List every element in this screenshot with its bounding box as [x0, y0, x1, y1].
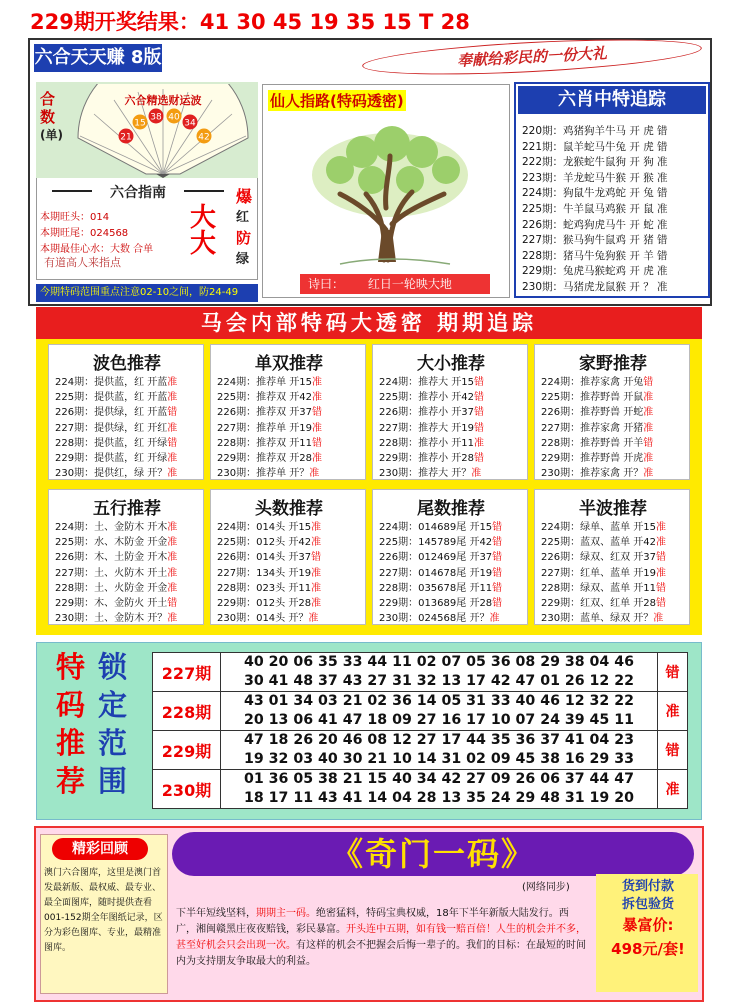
lock-row: [153, 770, 688, 809]
lock-row: [153, 731, 688, 770]
panel-row: 228期：035678尾 开11错: [379, 582, 503, 594]
zodiac-row: 230期：马猪虎龙鼠猴 开 ？ 准: [522, 280, 668, 293]
info-best: 本期最佳心水：大数 合单: [40, 244, 154, 255]
panel-row: 225期：蓝双、蓝单 开42准: [541, 537, 666, 549]
panel-row: 229期：提供蓝，红 开绿准: [55, 453, 178, 465]
zodiac-row: 224期：狗鼠牛龙鸡蛇 开 兔 错: [522, 187, 668, 200]
panel-row: 230期：蓝单、绿双 开？准: [541, 613, 664, 625]
panel-row: 229期：推荐双 开28准: [217, 453, 322, 465]
panel-row: 228期：推荐小 开11准: [379, 437, 484, 449]
panel-row: 228期：推荐野兽 开羊错: [541, 437, 654, 449]
brand-label: 六合天天赚 8版: [34, 44, 162, 72]
panel-row: 227期：014678尾 开19错: [379, 567, 503, 579]
fan-ball-number: 42: [198, 132, 210, 143]
panel-row: 228期：绿双、蓝单 开11错: [541, 582, 666, 594]
review-title: 精彩回顾: [52, 838, 148, 860]
panel-title: 半波推荐: [579, 499, 647, 519]
info-head: 本期旺头：014: [40, 212, 110, 223]
panel-row: 224期：推荐家禽 开兔错: [541, 377, 654, 388]
panel: [372, 489, 528, 625]
bao-char: 爆: [236, 187, 253, 206]
panel-row: 225期：推荐小 开42错: [379, 392, 484, 404]
fan-ball-number: 21: [120, 132, 132, 143]
bao-column: [236, 186, 252, 270]
lock-result: 错: [658, 653, 688, 692]
zodiac-row: 227期：猴马狗牛鼠鸡 开 猪 错: [522, 234, 668, 247]
lock-row: [153, 692, 688, 731]
panel: [48, 489, 204, 625]
panel-row: 227期：土、火防木 开土准: [55, 567, 178, 579]
panel-row: 224期：推荐大 开15错: [379, 377, 484, 388]
zodiac-row: 220期：鸡猪狗羊牛马 开 虎 错: [522, 125, 668, 137]
panel-row: 230期：推荐大 开？准: [379, 468, 482, 480]
panel: [48, 344, 204, 480]
lock-result: 错: [658, 731, 688, 770]
fan-ball-number: 38: [150, 112, 162, 123]
zodiac-row: 222期：龙猴蛇牛鼠狗 开 狗 准: [522, 156, 668, 169]
lock-row: [153, 653, 688, 692]
panel-row: 229期：012头 开28准: [217, 598, 322, 610]
panel-row: 227期：推荐家禽 开猪准: [541, 422, 654, 434]
panel-row: 230期：提供红，绿 开？准: [55, 468, 178, 480]
scope-bar: 今期特码范围重点注意02-10之间，防24-49: [36, 284, 258, 302]
inspect-line: 拆包验货: [621, 897, 674, 912]
lock-period: 230期: [153, 770, 221, 809]
panel-title: 单双推荐: [255, 354, 323, 374]
panel-row: 230期：014头 开？准: [217, 613, 319, 625]
guide-title: [48, 182, 228, 202]
panel-row: 226期：绿双、红双 开37错: [541, 552, 666, 564]
panel-row: 225期：提供蓝，红 开蓝准: [55, 392, 178, 404]
qimen-title: 《奇门一码》: [172, 832, 694, 876]
panel-row: 226期：推荐小 开37错: [379, 407, 484, 419]
panel-row: 229期：推荐小 开28错: [379, 453, 484, 465]
slogan: 奉献给彩民的一份大礼: [361, 33, 702, 81]
tip-text: 有道高人来指点: [44, 256, 121, 269]
zodiac-row: 226期：蛇鸡狗虎马牛 开 蛇 准: [522, 218, 668, 231]
qimen-description: 下半年短线坚料，期期主一码。绝密猛料，特码宝典权威，18年下半年新版大陆发行。西广，湘闽赣黑庄夜夜赔钱，彩民暴富。开头连中五期，如有钱一赔百倍！人生的机会并不多，甚至好机会只会出现一次。有这样的机会不把握会后悔一辈子的。我们的目标：在最短的时间内为支持朋友争取最大的利益。: [176, 908, 586, 967]
hesu-label: [40, 90, 62, 144]
panel-title: 波色推荐: [93, 354, 161, 374]
fan-icon: [70, 84, 256, 178]
panel-row: 230期：推荐家禽 开？准: [541, 468, 654, 480]
zodiac-row: 229期：兔虎马猴蛇鸡 开 虎 准: [522, 265, 668, 278]
panel-row: 224期：推荐单 开15准: [217, 377, 322, 388]
guide-title-text: 六合指南: [110, 185, 166, 201]
lock-result: 准: [658, 692, 688, 731]
poem-label: 诗曰：: [308, 277, 345, 291]
review-text: 澳门六合图库，这里是澳门首发最新版、最权威、最专业、最全面图库，随时提供查看001-152期全年图纸记录，区分为彩色图库、专业，最精准图库。: [44, 868, 163, 953]
panel-row: 225期：水、木防金 开金准: [55, 537, 178, 549]
panel-row: 225期：推荐双 开42准: [217, 392, 322, 404]
fan-ball-number: 40: [168, 112, 180, 123]
zodiac-row: 223期：羊龙蛇马牛猴 开 猴 准: [522, 171, 668, 184]
panel-row: 226期：推荐野兽 开蛇准: [541, 407, 654, 419]
panel-row: 228期：土、火防金 开金准: [55, 582, 178, 594]
lock-period: 229期: [153, 731, 221, 770]
panel-title: 五行推荐: [93, 499, 161, 519]
network-sync: (网络同步): [522, 882, 570, 893]
panel-row: 226期：推荐双 开37错: [217, 407, 322, 419]
lock-numbers: 01 36 05 38 21 15 40 34 42 27 09 26 06 37 44 47 18 17 11 43 41 14 04 28 13 35 24 29 48 31 19 20: [221, 770, 658, 809]
panel: [534, 489, 690, 625]
fan-ball-number: 34: [184, 118, 196, 129]
lv-char: 绿: [236, 252, 250, 267]
dada-text: 大 大: [190, 203, 217, 259]
panel-row: 226期：木、土防金 开木准: [55, 552, 178, 564]
panel-title: 家野推荐: [579, 354, 647, 374]
fan-title: 六合精选财运波: [124, 94, 202, 107]
panel: [534, 344, 690, 480]
panel-row: 229期：红双、红单 开28错: [541, 598, 666, 610]
tree-title: 仙人指路(特码透密): [270, 92, 404, 110]
price-value: 498元/套!: [611, 940, 685, 958]
panel-row: 228期：023头 开11准: [217, 582, 322, 594]
zodiac-title: 六肖中特追踪: [518, 86, 706, 114]
panel-row: 224期：014头 开15准: [217, 522, 322, 533]
panel-row: 227期：推荐大 开19错: [379, 422, 484, 434]
panel-row: 224期：提供蓝，红 开蓝准: [55, 377, 178, 388]
lock-table: [152, 652, 688, 809]
hesu-title: 合数: [40, 90, 56, 126]
lock-period: 228期: [153, 692, 221, 731]
panel-row: 225期：推荐野兽 开鼠准: [541, 392, 654, 404]
panel-row: 227期：红单、蓝单 开19准: [541, 567, 666, 579]
header-title: 229期开奖结果：41 30 45 19 35 15 T 28: [30, 10, 470, 34]
hesu-value: (单): [40, 128, 63, 142]
panel-title: 头数推荐: [255, 499, 323, 519]
hong-char: 红: [236, 210, 250, 225]
panel-row: 229期：013689尾 开28错: [379, 598, 503, 610]
zodiac-list: [522, 124, 708, 296]
panel-row: 229期：木、金防火 开土错: [55, 598, 178, 610]
lock-title-right: 锁 定 范 围: [98, 650, 128, 798]
main-banner: 马会内部特码大透密 期期追踪: [36, 307, 702, 339]
panel: [210, 489, 366, 625]
zodiac-row: 221期：鼠羊蛇马牛兔 开 虎 错: [522, 140, 668, 153]
cod-line: 货到付款: [621, 879, 674, 894]
panel: [372, 344, 528, 480]
info-tail: 本期旺尾：024568: [40, 228, 129, 239]
tree-icon: [300, 120, 480, 270]
panel-row: 224期：014689尾 开15错: [379, 522, 503, 533]
panel-row: 229期：推荐野兽 开虎准: [541, 453, 654, 465]
panel-row: 227期：提供绿，红 开红准: [55, 422, 178, 434]
fan-ball-number: 15: [134, 118, 146, 129]
lock-numbers: 40 20 06 35 33 44 11 02 07 05 36 08 29 38 04 46 30 41 48 37 43 27 31 32 13 17 42 47 01 26 12 22: [221, 653, 658, 692]
panel-row: 226期：014头 开37错: [217, 552, 322, 564]
lock-numbers: 47 18 26 20 46 08 12 27 17 44 35 36 37 41 04 23 19 32 03 40 30 21 10 14 31 02 09 45 38 16 29 33: [221, 731, 658, 770]
poem-bar: [300, 274, 490, 294]
price-label: 暴富价:: [622, 916, 674, 934]
panel-row: 228期：提供蓝，红 开绿错: [55, 437, 178, 449]
cod-text: [602, 878, 694, 914]
panel-row: 226期：提供绿，红 开蓝错: [55, 407, 178, 419]
panel-row: 227期：134头 开19准: [217, 567, 322, 579]
panel-row: 226期：012469尾 开37错: [379, 552, 503, 564]
panel-row: 227期：推荐单 开19准: [217, 422, 322, 434]
panel: [210, 344, 366, 480]
panel-row: 230期：土、金防木 开？准: [55, 613, 178, 625]
panel-title: 大小推荐: [417, 354, 485, 374]
panel-row: 230期：024568尾 开？准: [379, 613, 500, 625]
panel-row: 230期：推荐单 开？准: [217, 468, 320, 480]
lock-period: 227期: [153, 653, 221, 692]
panel-title: 尾数推荐: [417, 499, 485, 519]
panel-row: 225期：145789尾 开42错: [379, 537, 503, 549]
zodiac-row: 225期：牛羊鼠马鸡猴 开 鼠 准: [522, 202, 668, 215]
panel-row: 225期：012头 开42准: [217, 537, 322, 549]
lock-title-left: 特 码 推 荐: [56, 650, 86, 798]
poem-text: 红日一轮映大地: [367, 277, 452, 291]
fang-char: 防: [236, 229, 252, 247]
lock-result: 准: [658, 770, 688, 809]
lock-numbers: 43 01 34 03 21 02 36 14 05 31 33 40 46 12 32 22 20 13 06 41 47 18 09 27 16 17 10 07 24 39 45 11: [221, 692, 658, 731]
panel-row: 224期：绿单、蓝单 开15准: [541, 522, 666, 533]
panel-row: 228期：推荐双 开11错: [217, 437, 322, 449]
zodiac-row: 228期：猪马牛兔狗猴 开 羊 错: [522, 249, 668, 262]
panel-row: 224期：土、金防木 开木准: [55, 522, 178, 533]
